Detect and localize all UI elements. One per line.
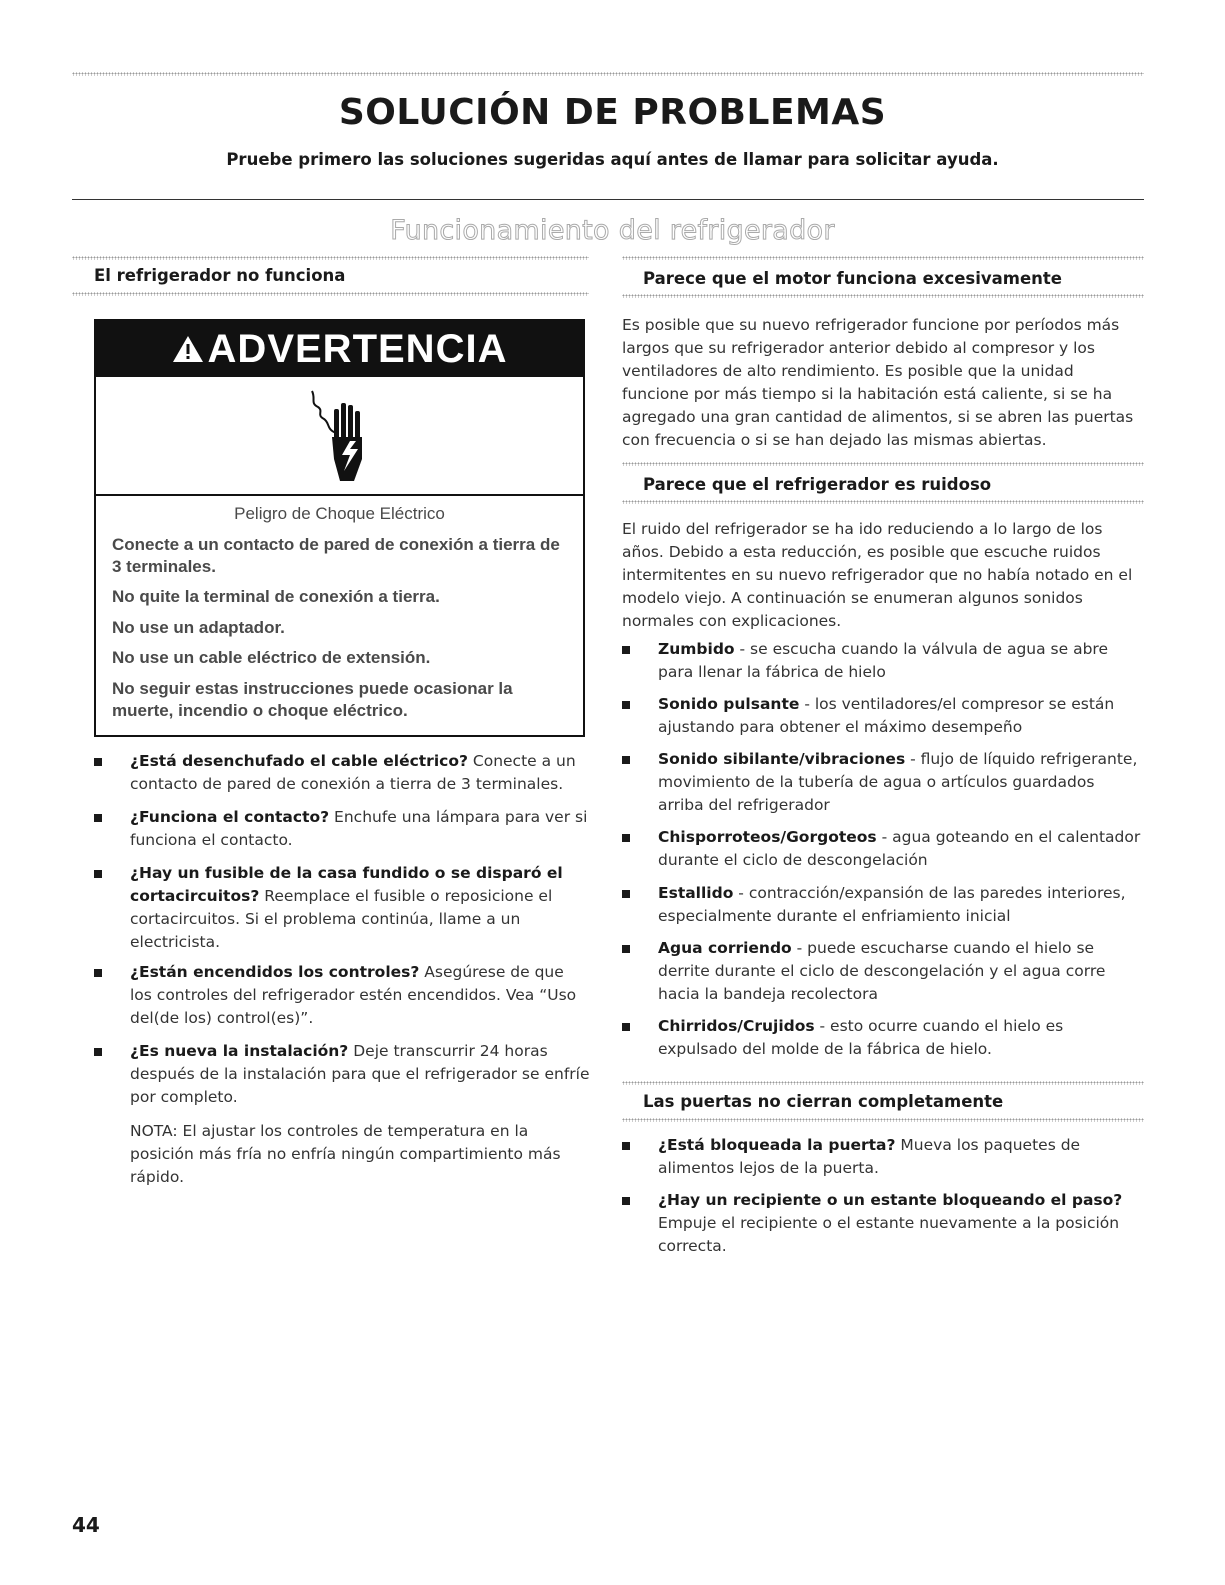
electric-shock-hand-icon [306,389,372,489]
bullet-square-icon [94,870,102,878]
list-item: Agua corriendo - puede escucharse cuando el hielo se derrite durante el ciclo de descongelación y el agua corre hacia la bandeja recolectora [622,937,1142,1006]
list-item: ¿Es nueva la instalación? Deje transcurrir 24 horas después de la instalación para que el refrigerador se enfríe por completo. [94,1040,590,1109]
doors-heading: Las puertas no cierran completamente [643,1092,1004,1111]
bullet-square-icon [622,756,630,764]
bullet-square-icon [94,758,102,766]
left-heading-dots-top [72,256,589,260]
page-subtitle: Pruebe primero las soluciones sugeridas aquí antes de llamar para solicitar ayuda. [226,150,999,169]
list-item: ¿Está bloqueada la puerta? Mueva los paquetes de alimentos lejos de la puerta. [622,1134,1142,1180]
left-heading: El refrigerador no funciona [94,266,346,285]
warning-line-4: No use un cable eléctrico de extensión. [112,648,431,667]
warning-banner [96,321,583,377]
motor-text: Es posible que su nuevo refrigerador funcione por períodos más largos que su refrigerador anterior debido al compresor y los ventiladores de alto rendimiento. Es posible que la unidad funcione por más tiempo si la habitación está caliente, si se ha agregado una gran cantidad de alimentos, si se abren las puertas con frecuencia o si se han dejado las mismas abiertas. [622,316,1134,449]
left-heading-dots-bottom [72,292,589,296]
list-item: Zumbido - se escucha cuando la válvula de agua se abre para llenar la fábrica de hielo [622,638,1142,684]
noise-heading: Parece que el refrigerador es ruidoso [643,475,992,494]
list-item: Estallido - contracción/expansión de las paredes interiores, especialmente durante el enfriamiento inicial [622,882,1142,928]
doors-heading-dots-top [622,1081,1144,1085]
motor-heading: Parece que el motor funciona excesivamente [643,269,1062,288]
warning-line-3: No use un adaptador. [112,618,285,637]
warning-triangle-icon [172,323,204,379]
warning-box [94,319,585,737]
bullet-square-icon [94,969,102,977]
top-dotted-rule [72,72,1144,76]
list-item: ¿Están encendidos los controles? Asegúrese de que los controles del refrigerador estén encendidos. Vea “Uso del(de los) control(es)”. [94,961,590,1030]
note-text: NOTA: El ajustar los controles de temperatura en la posición más fría no enfría ningún compartimiento más rápido. [130,1122,561,1186]
warning-divider [96,494,583,496]
header-rule [72,199,1144,200]
bullet-square-icon [622,701,630,709]
warning-line-2: No quite la terminal de conexión a tierra. [112,587,440,606]
warning-banner-label: ADVERTENCIA [207,327,508,371]
list-item: ¿Está desenchufado el cable eléctrico? Conecte a un contacto de pared de conexión a tierra de 3 terminales. [94,750,590,796]
list-item: ¿Hay un fusible de la casa fundido o se disparó el cortacircuitos? Reemplace el fusible o reposicione el cortacircuitos. Si el problema continúa, llame a un electricista. [94,862,590,954]
bullet-square-icon [94,814,102,822]
bullet-square-icon [622,890,630,898]
bullet-square-icon [622,1142,630,1150]
bullet-square-icon [622,945,630,953]
warning-hazard: Peligro de Choque Eléctrico [234,504,445,523]
bullet-square-icon [94,1048,102,1056]
warning-line-1: Conecte a un contacto de pared de conexión a tierra de 3 terminales. [112,535,560,576]
bullet-square-icon [622,646,630,654]
noise-heading-dots-bottom [622,500,1144,504]
motor-heading-dots-bottom [622,294,1144,298]
page-number: 44 [72,1513,100,1537]
list-item: Sonido sibilante/vibraciones - flujo de líquido refrigerante, movimiento de la tubería de agua o artículos guardados arriba del refrigerador [622,748,1142,817]
list-item: Chisporroteos/Gorgoteos - agua goteando en el calentador durante el ciclo de descongelación [622,826,1142,872]
bullet-square-icon [622,1023,630,1031]
list-item: ¿Hay un recipiente o un estante bloqueando el paso? Empuje el recipiente o el estante nuevamente a la posición correcta. [622,1189,1142,1258]
noise-heading-dots-top [622,462,1144,466]
doors-heading-dots-bottom [622,1118,1144,1122]
bullet-square-icon [622,834,630,842]
section-title: Funcionamiento del refrigerador [390,215,835,246]
warning-line-5: No seguir estas instrucciones puede ocasionar la muerte, incendio o choque eléctrico. [112,679,513,720]
page-title: SOLUCIÓN DE PROBLEMAS [338,92,887,133]
list-item: Chirridos/Crujidos - esto ocurre cuando el hielo es expulsado del molde de la fábrica de hielo. [622,1015,1142,1061]
list-item: Sonido pulsante - los ventiladores/el compresor se están ajustando para obtener el máximo desempeño [622,693,1142,739]
list-item: ¿Funciona el contacto? Enchufe una lámpara para ver si funciona el contacto. [94,806,590,852]
bullet-square-icon [622,1197,630,1205]
motor-heading-dots-top [622,256,1144,260]
noise-text: El ruido del refrigerador se ha ido reduciendo a lo largo de los años. Debido a esta reducción, es posible que escuche ruidos intermitentes en su nuevo refrigerador que no había notado en el modelo viejo. A continuación se enumeran algunos sonidos normales con explicaciones. [622,520,1133,630]
